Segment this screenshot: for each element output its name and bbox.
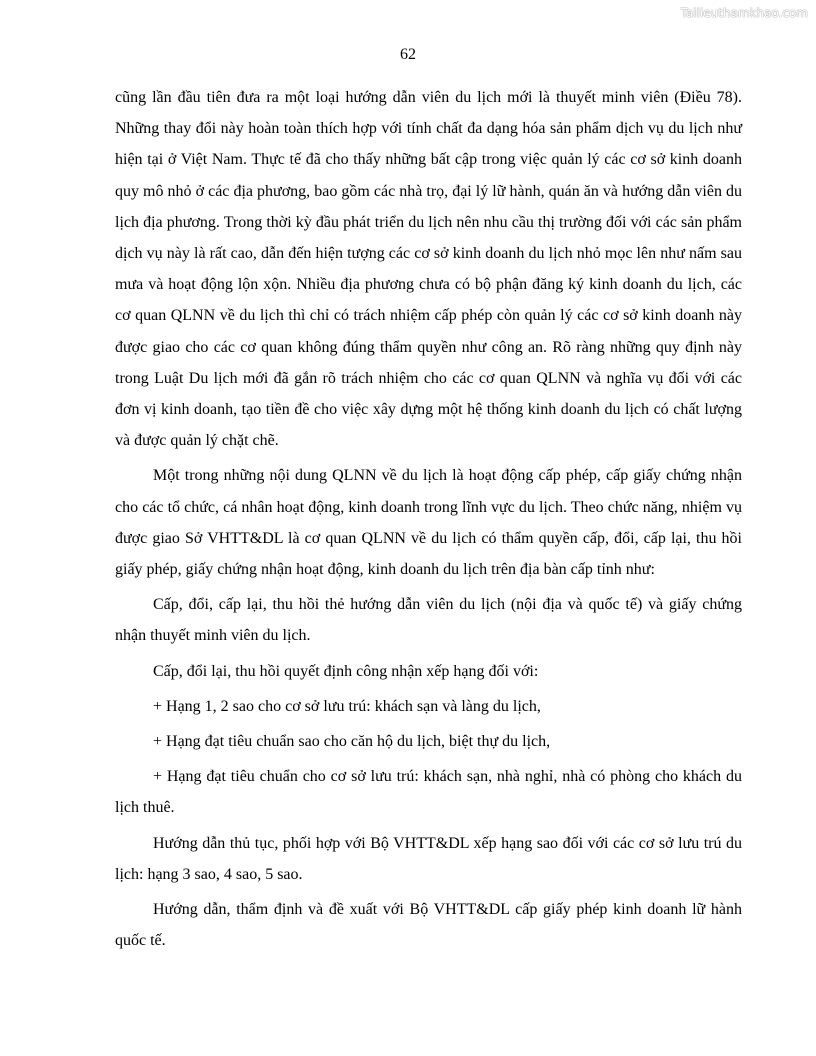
paragraph: Cấp, đổi, cấp lại, thu hồi thẻ hướng dẫn viên du lịch (nội địa và quốc tế) và giấy chứng nhận thuyết minh viên du lịch. <box>115 596 742 645</box>
paragraph: Hướng dẫn, thẩm định và đề xuất với Bộ VHTT&DL cấp giấy phép kinh doanh lữ hành quốc tế. <box>115 901 742 950</box>
list-item: + Hạng 1, 2 sao cho cơ sở lưu trú: khách sạn và làng du lịch, <box>153 697 541 715</box>
paragraph: cũng lần đầu tiên đưa ra một loại hướng dẫn viên du lịch mới là thuyết minh viên (Điều 78). Những thay đổi này hoàn toàn thích hợp với tính chất đa dạng hóa sản phẩm dịch vụ du lịch như hiện tại ở Việt Nam. Thực tế đã cho thấy những bất cập trong việc quản lý các cơ sở kinh doanh quy mô nhỏ ở các địa phương, bao gồm các nhà trọ, đại lý lữ hành, quán ăn và hướng dẫn viên du lịch địa phương. Trong thời kỳ đầu phát triển du lịch nên nhu cầu thị trường đối với các sản phẩm dịch vụ này là rất cao, dẫn đến hiện tượng các cơ sở kinh doanh du lịch nhỏ mọc lên như nấm sau mưa và hoạt động lộn xộn. Nhiều địa phương chưa có bộ phận đăng ký kinh doanh du lịch, các cơ quan QLNN về du lịch thì chỉ có trách nhiệm cấp phép còn quản lý các cơ sở kinh doanh này được giao cho các cơ quan không đúng thẩm quyền như công an. Rõ ràng những quy định này trong Luật Du lịch mới đã gắn rõ trách nhiệm cho các cơ quan QLNN và nghĩa vụ đối với các đơn vị kinh doanh, tạo tiền đề cho việc xây dựng một hệ thống kinh doanh du lịch có chất lượng và được quản lý chặt chẽ. <box>115 89 742 450</box>
list-item: + Hạng đạt tiêu chuẩn sao cho căn hộ du lịch, biệt thự du lịch, <box>153 733 551 751</box>
paragraph: Cấp, đổi lại, thu hồi quyết định công nhận xếp hạng đối với: <box>153 662 539 680</box>
list-item: + Hạng đạt tiêu chuẩn cho cơ sở lưu trú: khách sạn, nhà nghỉ, nhà có phòng cho khách du lịch thuê. <box>115 768 742 817</box>
document-body <box>115 82 742 956</box>
watermark: Tailieuthamkhao.com <box>680 6 808 20</box>
paragraph: Hướng dẫn thủ tục, phối hợp với Bộ VHTT&DL xếp hạng sao đối với các cơ sở lưu trú du lịch: hạng 3 sao, 4 sao, 5 sao. <box>115 834 742 883</box>
paragraph: Một trong những nội dung QLNN về du lịch là hoạt động cấp phép, cấp giấy chứng nhận cho các tổ chức, cá nhân hoạt động, kinh doanh trong lĩnh vực du lịch. Theo chức năng, nhiệm vụ được giao Sở VHTT&DL là cơ quan QLNN về du lịch có thẩm quyền cấp, đổi, cấp lại, thu hồi giấy phép, giấy chứng nhận hoạt động, kinh doanh du lịch trên địa bàn cấp tỉnh như: <box>115 467 742 579</box>
page-number: 62 <box>400 46 416 63</box>
